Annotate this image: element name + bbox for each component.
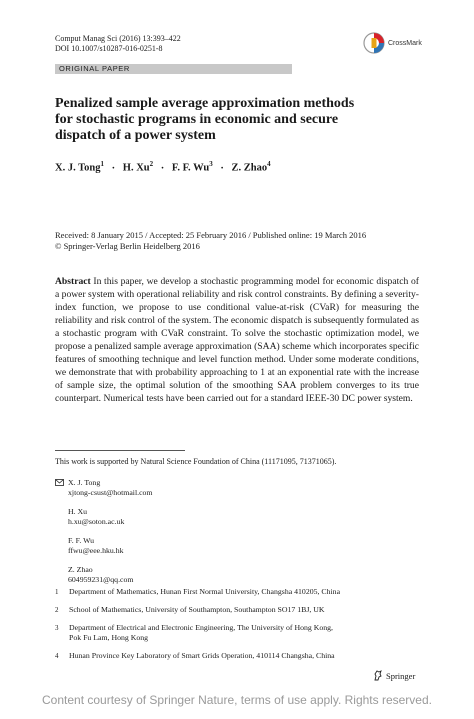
contact-entry: [55, 507, 153, 527]
crossmark-badge[interactable]: [363, 32, 422, 54]
author-name[interactable]: Z. Zhao: [231, 162, 268, 174]
author-affil-mark: 1: [100, 160, 105, 168]
section-banner-label: ORIGINAL PAPER: [59, 64, 130, 73]
affiliation-number: 3: [55, 624, 59, 632]
crossmark-label: CrossMark: [388, 39, 422, 47]
paper-title: [55, 96, 385, 144]
title-line: dispatch of a power system: [55, 128, 216, 143]
affiliation-text: Department of Mathematics, Hunan First Normal University, Changsha 410205, China: [69, 587, 341, 596]
abstract-text: In this paper, we develop a stochastic programming model for economic dispatch of a power system with operational reliability and risk control constraints. By defining a severity-index function, we propose to use conditional value-at-risk (CVaR) for measuring the reliability and risk control of the system. The economic dispatch is subsequently formulated as a stochastic program with CVaR constraint. To solve the stochastic optimization model, we propose a penalized sample average approximation (SAA) scheme which incorporates specific features of smoothing technique and level function method. Under some moderate conditions, we demonstrate that with probability approaching to 1 at an exponential rate with the increase of sample size, the optimal solution of the smoothing SAA problem converges to its true counterpart. Numerical tests have been carried out for a standard IEEE-30 DC power system.: [55, 276, 419, 404]
publication-dates: Received: 8 January 2015 / Accepted: 25 February 2016 / Published online: 19 March 2016: [55, 230, 367, 240]
author-affil-mark: 3: [209, 160, 213, 168]
author-name[interactable]: H. Xu: [122, 162, 150, 174]
contact-list: [55, 478, 153, 594]
title-line: for stochastic programs in economic and secure: [55, 112, 339, 127]
affiliation-list: [55, 587, 375, 669]
abstract: [55, 275, 419, 405]
publication-history: [55, 230, 366, 252]
contact-name: H. Xu: [68, 507, 88, 516]
envelope-icon: [55, 479, 64, 486]
contact-name: X. J. Tong: [68, 478, 101, 487]
section-banner: [55, 64, 292, 74]
author-separator: ·: [160, 162, 165, 174]
title-line: Penalized sample average approximation methods: [55, 96, 355, 111]
crossmark-icon: [363, 32, 385, 54]
publisher-logo: [373, 670, 415, 681]
abstract-label: Abstract: [55, 276, 91, 287]
affiliation-entry: [55, 605, 375, 615]
journal-doi: DOI 10.1007/s10287-016-0251-8: [55, 44, 163, 53]
author-affil-mark: 2: [149, 160, 154, 168]
affiliation-text: Pok Fu Lam, Hong Kong: [69, 633, 149, 642]
contact-email[interactable]: 604959231@qq.com: [68, 575, 134, 584]
funding-note: This work is supported by Natural Science Foundation of China (11171095, 71371065).: [55, 457, 337, 466]
author-name[interactable]: X. J. Tong: [55, 162, 101, 174]
affiliation-entry: [55, 623, 375, 643]
author-list: [55, 160, 271, 174]
affiliation-text: School of Mathematics, University of Southampton, Southampton SO17 1BJ, UK: [69, 605, 325, 614]
footnote-divider: [55, 450, 185, 451]
affiliation-text: Department of Electrical and Electronic Engineering, The University of Hong Kong,: [69, 623, 333, 632]
contact-name: F. F. Wu: [68, 536, 95, 545]
contact-email[interactable]: h.xu@soton.ac.uk: [68, 517, 125, 526]
contact-entry: [55, 565, 153, 585]
contact-entry: [55, 536, 153, 556]
author-separator: ·: [111, 162, 116, 174]
affiliation-number: 4: [55, 652, 59, 660]
affiliation-entry: [55, 587, 375, 597]
springer-horse-icon: [373, 670, 383, 681]
affiliation-number: 1: [55, 588, 59, 596]
affiliation-text: Hunan Province Key Laboratory of Smart Grids Operation, 410114 Changsha, China: [69, 651, 335, 660]
contact-entry: [55, 478, 153, 498]
journal-citation: Comput Manag Sci (2016) 13:393–422: [55, 34, 181, 43]
publisher-name: Springer: [386, 670, 416, 681]
contact-email[interactable]: ffwu@eee.hku.hk: [68, 546, 124, 555]
author-affil-mark: 4: [267, 160, 271, 168]
journal-info: [55, 34, 181, 54]
contact-name: Z. Zhao: [68, 565, 93, 574]
copyright-notice: © Springer-Verlag Berlin Heidelberg 2016: [55, 241, 200, 251]
courtesy-watermark: Content courtesy of Springer Nature, terms of use apply. Rights reserved.: [42, 693, 432, 707]
affiliation-entry: [55, 651, 375, 661]
contact-email[interactable]: xjtong-csust@hotmail.com: [68, 488, 153, 497]
author-separator: ·: [220, 162, 224, 174]
author-name[interactable]: F. F. Wu: [171, 162, 210, 174]
affiliation-number: 2: [55, 606, 59, 614]
